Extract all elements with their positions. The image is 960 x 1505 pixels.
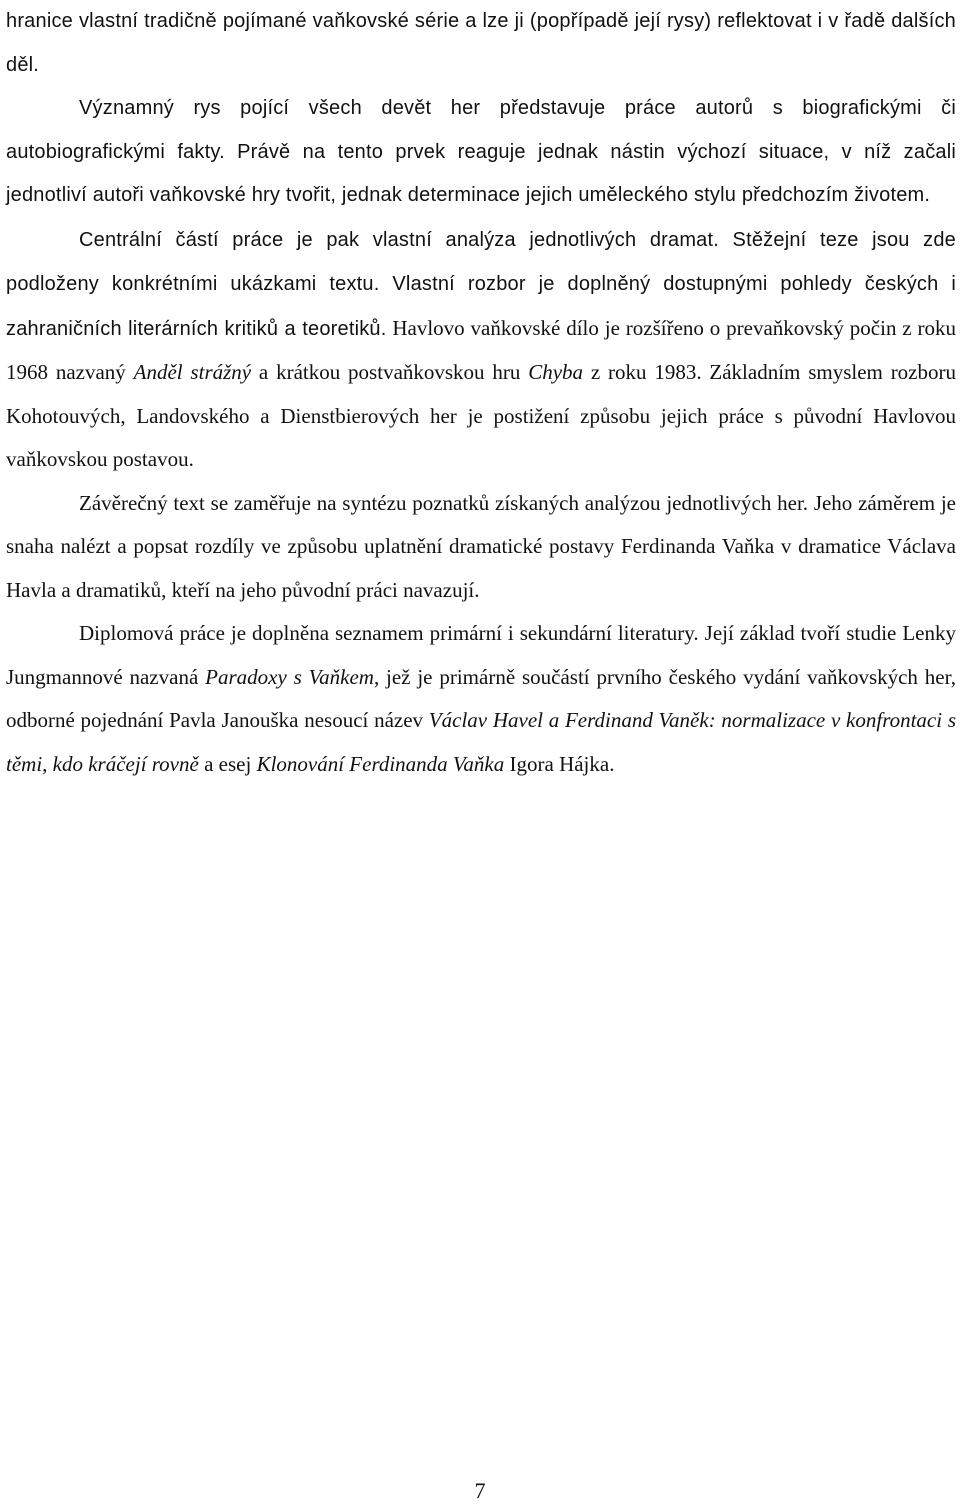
paragraph-3-text-sans: Centrální částí práce je pak vlastní analýza jednotlivých dramat. Stěžejní teze jsou zde podloženy konkrétními ukázkami textu. Vlastní rozbor je doplněný dostupnými pohledy českých i zahraničních literárních kritiků a teoretiků. bbox=[6, 228, 956, 340]
paragraph-1 bbox=[6, 0, 956, 87]
paragraph-5-text-1: Diplomová práce je doplněna seznamem primární i sekundární literatury. Její základ tvoří studie Lenky Jungmannové nazvaná bbox=[6, 621, 956, 689]
paragraph-2-text: Významný rys pojící všech devět her představuje práce autorů s biografickými či autobiografickými fakty. Právě na tento prvek reaguje jednak nástin výchozí situace, v níž začali jednotliví autoři vaňkovské hry tvořit, jednak determinace jejich uměleckého stylu předchozím životem. bbox=[6, 97, 956, 206]
page-number: 7 bbox=[474, 1478, 486, 1503]
paragraph-3-title-chyba: Chyba bbox=[528, 360, 584, 384]
paragraph-5-title-klonovani: Klonování Ferdinanda Vaňka bbox=[256, 751, 505, 776]
paragraph-3 bbox=[6, 218, 956, 482]
paragraph-5 bbox=[6, 612, 956, 786]
paragraph-5-title-paradoxy: Paradoxy s Vaňkem bbox=[205, 664, 374, 689]
paragraph-3-title-andel: Anděl strážný bbox=[133, 360, 252, 384]
paragraph-1-text: hranice vlastní tradičně pojímané vaňkovské série a lze ji (popřípadě její rysy) reflektovat i v řadě dalších děl. bbox=[6, 10, 956, 76]
paragraph-5-text-2: , jež je primárně součástí prvního českého vydání vaňkovských her, odborné pojednání Pavla Janouška nesoucí název bbox=[6, 664, 956, 732]
paragraph-2 bbox=[6, 87, 956, 218]
paragraph-3-text-1: Havlovo vaňkovské dílo je rozšířeno o prevaňkovský počin z roku 1968 nazvaný bbox=[6, 315, 956, 384]
paragraph-4-text: Závěrečný text se zaměřuje na syntézu poznatků získaných analýzou jednotlivých her. Jeho záměrem je snaha nalézt a popsat rozdíly ve způsobu uplatnění dramatické postavy Ferdinanda Vaňka v dramatice Václava Havla a dramatiků, kteří na jeho původní práci navazují. bbox=[6, 490, 956, 602]
paragraph-5-text-4: Igora Hájka. bbox=[504, 751, 615, 776]
paragraph-4 bbox=[6, 482, 956, 613]
paragraph-5-title-janousek: Václav Havel a Ferdinand Vaněk: normalizace v konfrontaci s těmi, kdo kráčejí rovně bbox=[6, 708, 956, 776]
document-page bbox=[6, 0, 956, 786]
paragraph-3-text-2: a krátkou postvaňkovskou hru bbox=[251, 360, 529, 384]
paragraph-3-text-3: z roku 1983. Základním smyslem rozboru Kohotouvých, Landovského a Dienstbierových her je postižení způsobu jejich práce s původní Havlovou vaňkovskou postavou. bbox=[6, 360, 956, 471]
paragraph-5-text-3: a esej bbox=[198, 751, 257, 776]
